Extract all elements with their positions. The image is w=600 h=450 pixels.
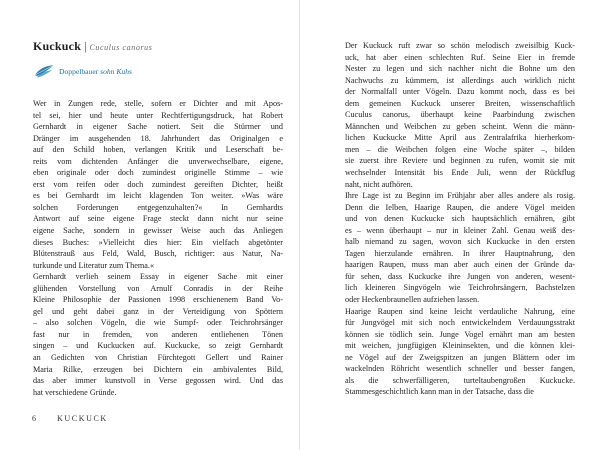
text-line: dieses Buches: »Vielleicht dies hier: Ein vielfach abgetönter [33,237,283,247]
text-line: eigene Sache, sondern in gewisser Weise auch das Anliegen [33,226,283,236]
text-line: Ihre Lage ist zu Beginn im Frühjahr aber alles andere als rosig. [345,191,575,201]
text-line: es bei Gernhardt im leicht klagenden Ton weiter. »Was wäre [33,191,283,201]
text-line: lichen Kuckucke Mitte April aus Zentralafrika hierherkom- [345,133,575,143]
text-line: singen – und Kuckucken auf. Kuckucke, so zeigt Gernhardt [33,341,283,351]
latin-name: Cuculus canorus [89,43,153,52]
text-line: dem gemeinen Kuckuck unserer Breiten, wissenschaftlich [345,98,575,108]
text-line: für Jungvögel mit sich noch entwickelndem Verdauungsstrakt [345,318,575,328]
text-line: Der Kuckuck ruft zwar so schön melodisch zweisilbig Kuck- [345,41,575,50]
text-line: Tagen hierzulande ernähren. In ihrer Hauptnahrung, den [345,248,575,258]
text-line: für sehen, dass Kuckucke ihre Jungen von anderen, wesent- [345,271,575,281]
text-line: und von denen Kuckucke sich hauptsächlich ernähren, gibt [345,214,575,224]
running-title-left: KUCKUCK [57,414,108,423]
text-line: oder Heckenbraunellen aufziehen lassen. [345,295,480,305]
text-line: eben originale oder doch zumindest originelle Stimme – wie [33,168,283,178]
right-body-text [345,40,575,398]
text-line: wechselnder Intensität bis Ende Juli, wenn der Rückflug [345,168,575,178]
text-line: Antwort auf seine eigene Frage steckt dann nicht nur seine [33,214,283,224]
text-line: men – die Weibchen folgen eine Woche später –, bilden [345,144,575,154]
page-number-left: 6 [32,414,38,423]
title-separator: | [84,39,87,53]
text-line: tel sei, hier und heute unter Rechtfertigungsdruck, hat Robert [33,110,283,120]
text-line: Stammesgeschichtlich kann man in der Tatsache, dass die [345,387,534,397]
text-line: Haarige Raupen sind keine leicht verdauliche Nahrung, eine [345,306,575,316]
text-line: Dränger im ausgehenden 18. Jahrhundert das Originalgen e [33,133,283,143]
subtitle-italic: sohn Kuhs [100,66,132,76]
text-line: an Gedichten von Christian Fürchtegott Gellert und Rainer [33,353,283,363]
chapter-header [33,38,283,78]
text-line: wackelnden Röhricht wesentlich schneller und besser fangen, [345,364,575,374]
text-line: turkunde und Literatur zum Thema.« [33,260,155,270]
text-line: Blütenstrauß aus Feld, Wald, Busch, richtiger: aus Natur, Na- [33,249,283,259]
text-line: Cuculus canorus, überhaupt keine Paarbindung zwischen [345,110,575,120]
text-line: Männchen und Weibchen zu geben scheint. Wenn die männ- [345,121,575,131]
text-line: Denn die Ielben, Haarige Raupen, die andere Vögel meiden [345,202,575,212]
text-line: das aber immer kunstvoll in Verse gegossen wird. Und das [33,376,283,386]
text-line: fast nur in fremden, von anderen entliehenen Tönen [33,329,283,339]
text-line: ne Vögel auf der Zweigspitzen an jungen Blättern oder im [345,352,575,362]
text-line: uck, hat aber einen schlechten Ruf. Seine Eier in fremde [345,52,575,62]
subtitle-line [33,64,283,78]
text-line: Gernhardt verlieh seinem Essay in eigener Sache mit einer [33,272,283,282]
text-line: mit weichen, jungfügigen Kleininsekten, und die können klei- [345,341,575,351]
text-line: es – wenn überhaupt – nur in kleiner Zahl. Genau weiß des- [345,225,575,235]
text-line: Wer in Zungen rede, stelle, sofern er Dichter and mit Apos- [33,99,283,108]
subtitle-prefix: Doppelbauer [59,66,99,76]
text-line: sie zuerst ihre Reviere und beginnen zu rufen, womit sie mit [345,156,575,166]
text-line: als die schwerfälligeren, turteltaubengroßen Kuckucke. [345,375,575,385]
text-line: der Normalfall unter Vögeln. Dazu kommt noch, dass es bei [345,87,575,97]
text-line: hat verschiedene Gründe. [33,387,117,397]
chapter-title: Kuckuck [33,39,82,53]
text-line: Maria Rilke, erzeugen bei Dichtern ein ambivalentes Bild, [33,364,283,374]
text-line: Kleine Philosophie der Passionen 1998 erschienenem Band Vo- [33,295,283,305]
text-line: Nester zu legen und sich nachher nicht die Bohne um den [345,64,575,74]
text-line: Nachwuchs zu kümmern, ist allerdings auch wirklich nicht [345,75,575,85]
text-line: erst vom reifen oder doch zumindest gereiften Dichter, heißt [33,179,283,189]
chapter-title-line [33,38,283,55]
text-line: glühenden Vorstellung von Arnulf Conradis in der Reihe [33,283,283,293]
text-line: haarigen Raupen, muss man aber auch einen der Gründe da- [345,260,575,270]
text-line: halb niemand zu sagen, wovon sich Kuckucke in den ersten [345,237,575,247]
subtitle-label [59,67,132,76]
text-line: auf den Schild hoben, verlangen Kritik und Leserschaft be- [33,145,283,155]
feather-icon [34,64,56,78]
text-line: können sie tödlich sein. Junge Vogel ernährt man am besten [345,329,575,339]
text-line: lich kleineren Singvögeln wie Teichrohrsängern, Bachstelzen [345,283,575,293]
text-line: – also solchen Vögeln, die wie Sumpf- oder Teichrohrsänger [33,318,283,328]
text-line: solchen Forderungen entgegenzuhalten?« In Gernhardts [33,202,283,212]
text-line: Gernhardt in eigener Sache notiert. Seit die Stürmer und [33,122,283,132]
text-line: gel und geht dabei ganz in der Verteidigung von Spöttern [33,306,283,316]
text-line: naht, nicht aufhören. [345,179,413,189]
left-body-text [33,98,283,398]
text-line: reits vom dichtenden Anfänger die unverwechselbare, eigene, [33,156,283,166]
